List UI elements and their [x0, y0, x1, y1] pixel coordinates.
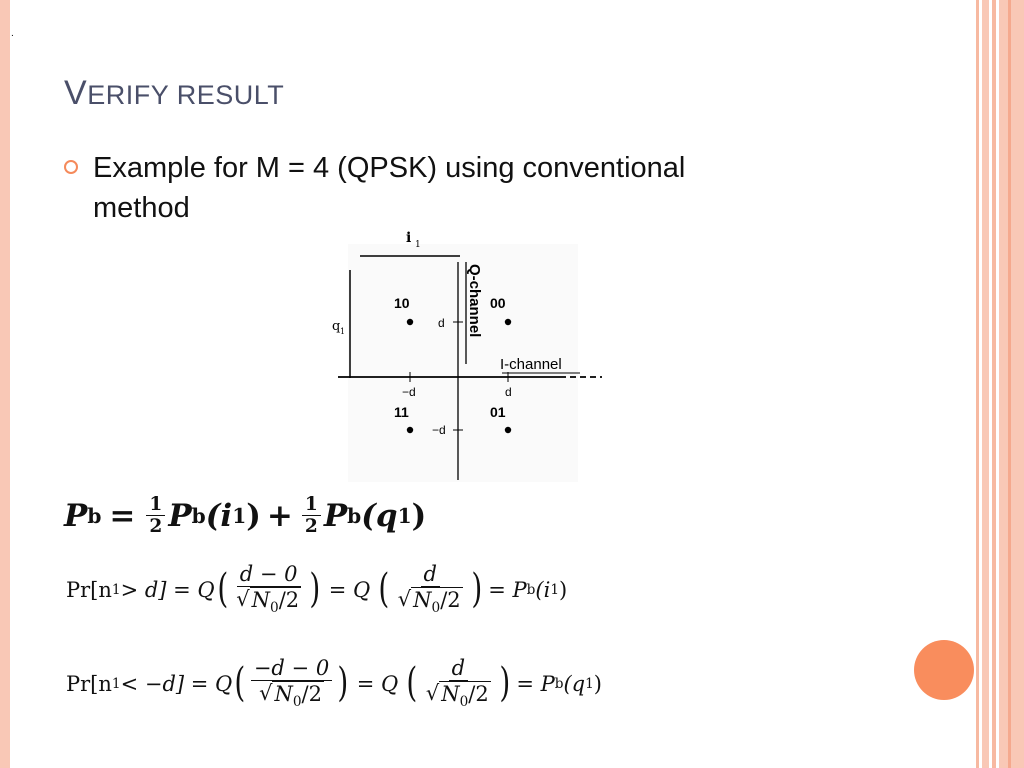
i-channel-label: I-channel — [500, 356, 562, 373]
eq3-frac1-den-var: N — [274, 682, 293, 707]
eq2-frac2-den-tail: /2 — [440, 588, 461, 613]
bullet-ring-icon — [64, 160, 78, 174]
symbol-11: 11 — [394, 404, 409, 420]
point-01 — [505, 427, 511, 433]
eq3-cond: < −d] = Q — [120, 671, 233, 696]
eq2-frac1-num: d − 0 — [237, 562, 301, 587]
bullet-item — [64, 148, 784, 228]
eq2-frac1 — [233, 562, 304, 617]
eq3-frac2-den-tail: /2 — [468, 682, 489, 707]
eq3-paren-open-2: ( — [406, 659, 418, 706]
eq2-frac2-num: d — [421, 562, 440, 587]
eq2-rhs: = P — [488, 577, 527, 602]
eq3-paren-close-2: ) — [499, 659, 510, 706]
eq3-rhs-arg: (q — [563, 671, 586, 696]
symbol-10: 10 — [394, 295, 410, 311]
eq1-term2-p: P — [323, 497, 348, 534]
eq1-frac1 — [146, 494, 165, 538]
eq3-frac2-den: √ $N_0/2$ — [425, 681, 489, 711]
qpsk-constellation-diagram — [320, 222, 610, 484]
corner-mark: . — [11, 28, 14, 39]
eq1-term1-p-sub: b — [191, 503, 206, 528]
eq1-term2-arg: (q — [361, 497, 398, 534]
eq3-mid: = Q — [356, 671, 399, 696]
eq2-frac2 — [395, 562, 466, 617]
eq3-frac2-den-var: N — [441, 682, 460, 707]
eq3-paren-open-1: ( — [234, 659, 246, 706]
eq1-frac1-den: 2 — [149, 516, 163, 538]
eq2-cond: > d] = Q — [120, 577, 215, 602]
label-minus-d-lower: −d — [432, 423, 446, 437]
eq3-rhs-sub: b — [554, 675, 564, 692]
eq3-paren-close-1: ) — [337, 659, 349, 706]
eq3-rhs-arg-sub: 1 — [585, 675, 594, 692]
slide-title — [64, 74, 284, 113]
eq2-rhs-arg-sub: 1 — [550, 581, 559, 598]
top-label: i — [406, 230, 412, 246]
eq1-lhs: P — [64, 497, 88, 534]
eq3-frac1-den: √ $N_0/2$ — [259, 681, 322, 711]
point-11 — [407, 427, 413, 433]
symbol-00: 00 — [490, 295, 506, 311]
eq2-frac1-den: √ $N_0/2$ — [236, 587, 300, 617]
eq3-frac1-den-sub: 0 — [292, 694, 302, 711]
symbol-01: 01 — [490, 404, 506, 420]
eq2-frac1-den-var: N — [251, 588, 270, 613]
eq1-term1-sub: 1 — [232, 503, 247, 528]
title-rest: ERIFY RESULT — [87, 80, 285, 110]
label-d-upper: d — [438, 316, 445, 330]
equation-pr-greater — [66, 562, 567, 617]
eq3-rhs: = P — [516, 671, 555, 696]
equation-pb — [64, 494, 426, 538]
eq3-frac2-den-sub: 0 — [459, 694, 469, 711]
left-label-sub: 1 — [340, 327, 346, 336]
eq2-frac2-den-var: N — [413, 588, 432, 613]
eq1-lhs-sub: b — [87, 503, 102, 528]
eq2-frac1-den-sub: 0 — [270, 600, 279, 617]
eq2-lhs-sub: 1 — [111, 581, 121, 598]
eq3-frac1-den-tail: /2 — [301, 682, 322, 707]
eq2-paren-close-1: ) — [309, 565, 321, 612]
eq1-frac1-num: 1 — [146, 494, 165, 516]
eq2-rhs-arg: (i — [535, 577, 551, 602]
equation-pr-less — [66, 656, 602, 711]
decorative-orange-circle — [914, 640, 974, 700]
eq1-frac2-den: 2 — [304, 516, 318, 538]
eq3-rhs-close: ) — [593, 671, 602, 696]
eq1-equals: = — [109, 497, 136, 534]
eq3-frac2-num: d — [449, 656, 468, 681]
eq1-term1-p: P — [168, 497, 192, 534]
eq2-paren-open-2: ( — [378, 565, 390, 612]
eq2-paren-open-1: ( — [216, 565, 228, 612]
eq2-paren-close-2: ) — [471, 565, 482, 612]
eq2-rhs-sub: b — [526, 581, 536, 598]
title-first-letter: V — [64, 74, 88, 112]
eq1-frac2 — [302, 494, 321, 538]
eq3-frac1 — [251, 656, 332, 711]
right-frame-stripes — [976, 0, 1024, 768]
eq3-lhs: Pr[n — [66, 671, 112, 696]
eq3-lhs-sub: 1 — [111, 675, 121, 692]
left-label: q — [332, 319, 341, 334]
q-channel-label: Q-channel — [466, 264, 483, 338]
label-minus-d-left: −d — [402, 385, 416, 399]
eq2-lhs: Pr[n — [66, 577, 112, 602]
eq1-term1-arg: (i — [205, 497, 233, 534]
eq2-frac1-den-tail: /2 — [278, 588, 300, 613]
point-10 — [407, 319, 413, 325]
eq3-frac2 — [423, 656, 494, 711]
top-label-sub: 1 — [415, 240, 421, 250]
eq2-frac2-den-sub: 0 — [431, 600, 441, 617]
eq1-plus: + — [266, 497, 293, 534]
left-frame-border — [0, 0, 10, 768]
eq2-mid: = Q — [328, 577, 371, 602]
label-d-right: d — [505, 385, 512, 399]
eq1-term2-sub: 1 — [397, 503, 412, 528]
eq1-term2-p-sub: b — [347, 503, 362, 528]
eq1-term1-close: ) — [246, 497, 261, 534]
eq2-rhs-close: ) — [559, 577, 568, 602]
eq2-frac2-den: √ $N_0/2$ — [397, 587, 461, 617]
eq3-frac1-num: −d − 0 — [251, 656, 332, 681]
eq1-frac2-num: 1 — [302, 494, 321, 516]
eq1-term2-close: ) — [411, 497, 427, 534]
bullet-text: Example for M = 4 (QPSK) using conventional method — [93, 152, 686, 224]
point-00 — [505, 319, 511, 325]
